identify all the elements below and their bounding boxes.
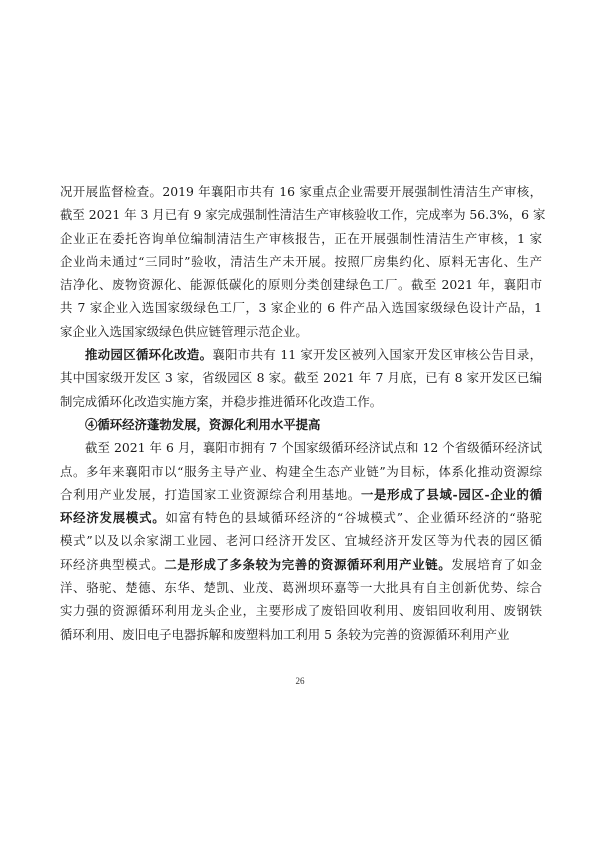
text-line [60,343,542,366]
text-run: 共 7 家企业入选国家级绿色工厂，3 家企业的 6 件产品入选国家级绿色设计产品，1 [60,300,542,316]
text-line [60,413,542,436]
text-line [60,529,542,552]
text-line [60,390,542,413]
text-line [60,623,542,646]
text-line [60,460,542,483]
text-run: 发展培育了如金 [451,556,543,572]
text-line [60,320,542,343]
text-run: 家企业入选国家级绿色供应链管理示范企业。 [60,323,308,339]
bold-text: 环经济发展模式。 [60,510,166,526]
paragraph [60,343,542,413]
text-run: 企业尚未通过“三同时”验收，清洁生产未开展。按照厂房集约化、原料无害化、生产 [60,253,542,269]
page-number: 26 [295,676,305,686]
text-run: 况开展监督检查。2019 年襄阳市共有 16 家重点企业需要开展强制性清洁生产审核， [60,184,542,199]
bold-text: 二是形成了多条较为完善的资源循环利用产业链。 [164,556,452,572]
text-line [60,180,542,203]
text-run: 合利用产业发展，打造国家工业资源综合利用基地。 [60,486,361,502]
paragraph [60,436,542,646]
section-heading [60,413,542,436]
text-run: 截至 2021 年 6 月，襄阳市拥有 7 个国家级循环经济试点和 12 个省级循环经济试 [85,440,542,456]
text-line [60,227,542,250]
text-line [60,506,542,529]
text-line [60,296,542,319]
text-run: 点。多年来襄阳市以“服务主导产业、构建全生态产业链”为目标，体系化推动资源综 [60,463,542,479]
bold-text: 推动园区循环化改造。 [85,347,213,363]
text-run: 循环利用、废旧电子电器拆解和废塑料加工利用 5 条较为完善的资源循环利用产业 [60,626,510,642]
bold-text: ④循环经济蓬勃发展，资源化利用水平提高 [85,416,321,432]
body-text [60,180,546,646]
text-run: 洁净化、废物资源化、能源低碳化的原则分类创建绿色工厂。截至 2021 年，襄阳市 [60,277,542,293]
text-run: 如富有特色的县域循环经济的“谷城模式”、企业循环经济的“骆驼 [165,510,542,526]
text-line [60,273,542,296]
text-line [60,483,542,506]
text-run: 环经济典型模式。 [60,556,165,572]
text-run: 其中国家级开发区 3 家，省级园区 8 家。截至 2021 年 7 月底，已有 8 家开发区已编 [60,370,542,386]
text-line [60,436,542,459]
text-run: 制完成循环化改造实施方案，并稳步推进循环化改造工作。 [60,393,383,409]
text-line [60,599,542,622]
text-run: 洋、骆驼、楚德、东华、楚凯、业茂、葛洲坝环嘉等一大批具有自主创新优势、综合 [60,580,542,596]
text-line [60,553,542,576]
text-line [60,203,546,226]
text-run: 截至 2021 年 3 月已有 9 家完成强制性清洁生产审核验收工作，完成率为 56.3%，6 家 [60,207,546,223]
text-run: 实力强的资源循环利用龙头企业，主要形成了废铅回收利用、废铝回收利用、废钢铁 [60,603,542,619]
bold-text: 一是形成了县域-园区-企业的循 [360,486,543,502]
text-run: 企业正在委托咨询单位编制清洁生产审核报告，正在开展强制性清洁生产审核，1 家 [60,230,542,246]
paragraph [60,180,546,343]
text-line [60,366,542,389]
text-line [60,576,542,599]
text-run: 模式”以及以余家湖工业园、老河口经济开发区、宜城经济开发区等为代表的园区循 [60,533,542,549]
text-line [60,250,542,273]
text-run: 襄阳市共有 11 家开发区被列入国家开发区审核公告目录， [212,347,542,363]
